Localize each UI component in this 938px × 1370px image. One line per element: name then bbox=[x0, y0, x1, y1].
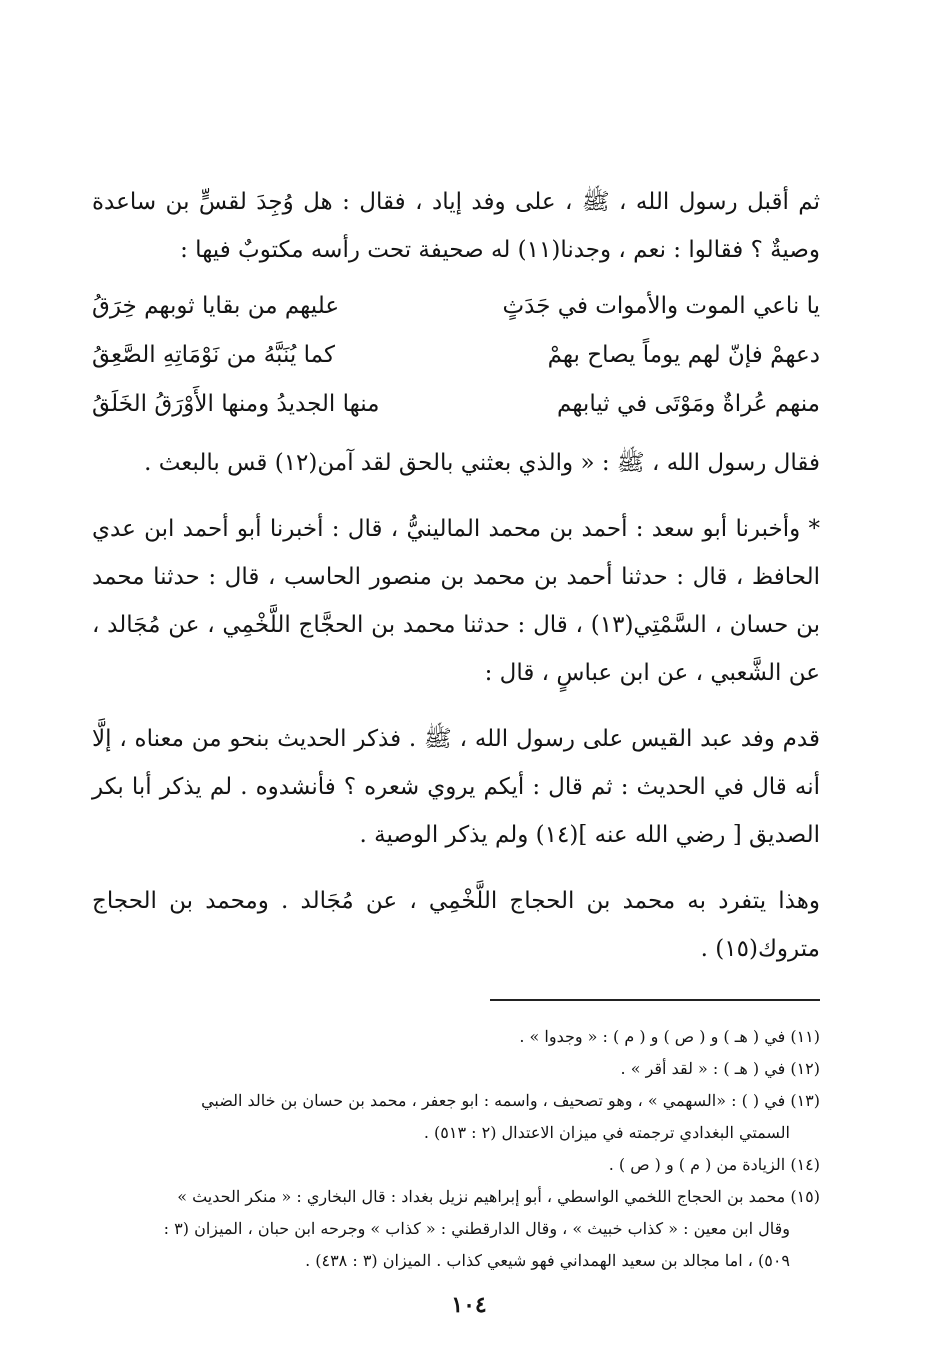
footnotes bbox=[92, 1021, 820, 1277]
poem-verse-2 bbox=[92, 331, 820, 380]
poem-verse-2-second-hemistich: كما يُنَبَّهُ من نَوْمَاتِهِ الصَّعِقُ bbox=[92, 342, 335, 368]
poem-verse-3-second-hemistich: منها الجديدُ ومنها الأَوْرَقُ الخَلَقُ bbox=[92, 391, 380, 417]
paragraph-narrator-note: وهذا يتفرد به محمد بن الحجاج اللَّخْمِي ، عن مُجَالد . ومحمد بن الحجاج متروك(١٥) . bbox=[92, 888, 820, 962]
footnote-15: (١٥) محمد بن الحجاج اللخمي الواسطي ، أبو إبراهيم نزيل بغداد : قال البخاري : « منكر الحديث » bbox=[177, 1187, 820, 1206]
footnote-15-continuation-2: ٥٠٩) ، اما مجالد بن سعيد الهمداني فهو شيعي كذاب . الميزان (٣ : ٤٣٨) . bbox=[305, 1251, 790, 1270]
poem bbox=[92, 282, 820, 429]
poem-verse-1-first-hemistich: يا ناعي الموت والأموات في جَدَثٍ bbox=[502, 293, 820, 319]
paragraph-wafd-iyad: ثم أقبل رسول الله ، ﷺ ، على وفد إياد ، فقال : هل وُجِدَ لقسٍّ بن ساعدة وصيةٌ ؟ فقالوا : نعم ، وجدنا(١١) له صحيفة تحت رأسه مكتوبٌ فيها : bbox=[92, 189, 820, 263]
paragraph-wafd-abd-al-qays: قدم وفد عبد القيس على رسول الله ، ﷺ . فذكر الحديث بنحو من معناه ، إلَّا أنه قال في الحديث : ثم قال : أيكم يروي شعره ؟ فأنشدوه . لم يذكر أبا بكر الصديق [ رضي الله عنه ](١٤) ولم يذكر الوصية . bbox=[92, 726, 820, 848]
poem-verse-2-first-hemistich: دعهمْ فإنّ لهم يوماً يصاح بهمْ bbox=[547, 342, 820, 368]
footnote-15-continuation-1: وقال ابن معين : « كذاب خبيث » ، وقال الدارقطني : « كذاب » وجرحه ابن حبان ، الميزان (٣ : bbox=[163, 1219, 790, 1238]
page-number: ١٠٤ bbox=[451, 1292, 487, 1318]
poem-verse-3-first-hemistich: منهم عُراةٌ ومَوْتَى في ثيابهم bbox=[557, 391, 820, 417]
poem-verse-3 bbox=[92, 380, 820, 429]
footnote-13-continuation: السمتي البغدادي ترجمته في ميزان الاعتدال (٢ : ٥١٣) . bbox=[423, 1123, 790, 1142]
paragraph-isnad: * وأخبرنا أبو سعد : أحمد بن محمد المالينيُّ ، قال : أخبرنا أبو أحمد ابن عدي الحافظ ، قال : حدثنا أحمد بن محمد بن منصور الحاسب ، قال : حدثنا محمد بن حسان ، السَّمْتِي(١٣) ، قال : حدثنا محمد بن الحجَّاج اللَّخْمِي ، عن مُجَالد ، عن الشَّعبي ، عن ابن عباسٍ ، قال : bbox=[92, 516, 820, 686]
footnote-14: (١٤) الزيادة من ( م ) و ( ص ) . bbox=[608, 1155, 820, 1174]
poem-verse-1-second-hemistich: عليهم من بقايا ثوبهم خِرَقُ bbox=[92, 293, 340, 319]
footnote-11: (١١) في ( هـ ) و ( ص ) و ( م ) : « وجدوا » . bbox=[519, 1027, 820, 1046]
poem-verse-1 bbox=[92, 282, 820, 331]
paragraph-prophet-saying: فقال رسول الله ، ﷺ : « والذي بعثني بالحق لقد آمن(١٢) قس بالبعث . bbox=[144, 450, 820, 476]
footnote-12: (١٢) في ( هـ ) : « لقد أقر » . bbox=[620, 1059, 820, 1078]
footnote-separator bbox=[490, 999, 820, 1001]
footnote-13: (١٣) في ( ) : «السهمي » ، وهو تصحيف ، واسمه : ابو جعفر ، محمد بن حسان بن خالد الضبي bbox=[201, 1091, 820, 1110]
